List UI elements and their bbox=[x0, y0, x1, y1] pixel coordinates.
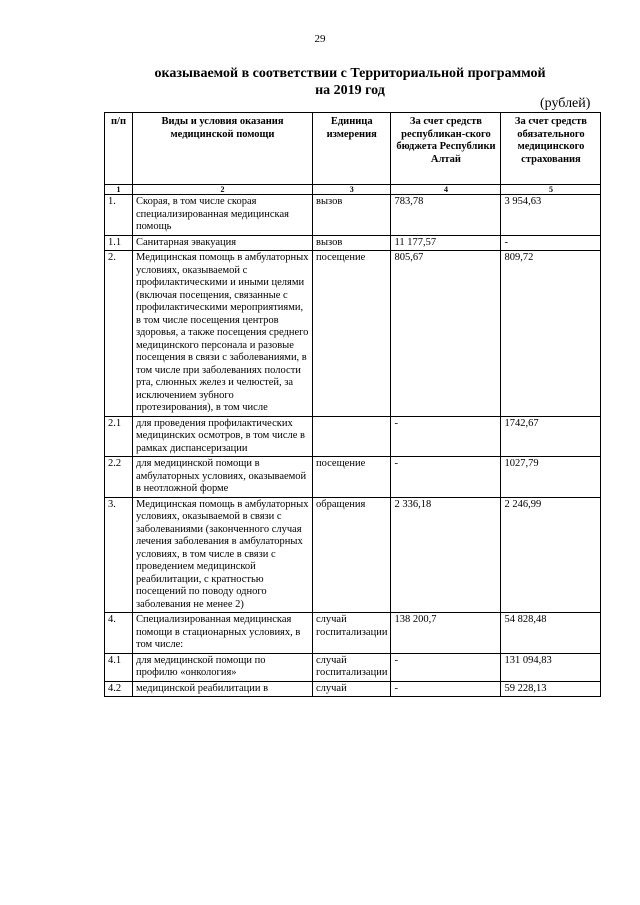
budget-value: 2 336,18 bbox=[391, 497, 501, 613]
care-type: Скорая, в том числе скорая специализированная медицинская помощь bbox=[133, 195, 313, 236]
document-title bbox=[110, 65, 590, 99]
row-number: 2. bbox=[105, 251, 133, 417]
row-number: 2.1 bbox=[105, 416, 133, 457]
table-row bbox=[105, 457, 601, 498]
table-row bbox=[105, 416, 601, 457]
table-row bbox=[105, 251, 601, 417]
unit-cell bbox=[313, 416, 391, 457]
oms-value: 1027,79 bbox=[501, 457, 601, 498]
table-row bbox=[105, 235, 601, 251]
table-row bbox=[105, 497, 601, 613]
oms-value: 2 246,99 bbox=[501, 497, 601, 613]
table-row bbox=[105, 613, 601, 654]
budget-value: 138 200,7 bbox=[391, 613, 501, 654]
column-number: 2 bbox=[133, 185, 313, 195]
column-number: 1 bbox=[105, 185, 133, 195]
column-number: 4 bbox=[391, 185, 501, 195]
column-number: 3 bbox=[313, 185, 391, 195]
unit-cell: случай госпитализации bbox=[313, 613, 391, 654]
unit-cell: случай bbox=[313, 681, 391, 697]
column-number-row bbox=[105, 185, 601, 195]
care-type: Медицинская помощь в амбулаторных условиях, оказываемой в связи с заболеваниями (законченного случая лечения заболевания в амбулаторных условиях, в том числе в связи с проведением медицинской реабилитации, с кратностью посещений по поводу одного заболевания не менее 2) bbox=[133, 497, 313, 613]
header-cell: п/п bbox=[105, 113, 133, 185]
care-type: Специализированная медицинская помощи в стационарных условиях, в том числе: bbox=[133, 613, 313, 654]
row-number: 2.2 bbox=[105, 457, 133, 498]
row-number: 3. bbox=[105, 497, 133, 613]
care-type: Медицинская помощь в амбулаторных условиях, оказываемой с профилактическими и иными целями (включая посещения, связанные с профилактическими мероприятиями, в том числе посещения центров здоровья, а также посещения среднего медицинского персонала и разовые посещения в связи с заболеваниями, в том числе при заболеваниях полости рта, слюнных желез и челюстей, за исключением зубного протезирования), в том числе bbox=[133, 251, 313, 417]
title-line-2: на 2019 год bbox=[315, 83, 385, 98]
unit-cell: вызов bbox=[313, 195, 391, 236]
tariff-table bbox=[104, 112, 601, 697]
header-row bbox=[105, 113, 601, 185]
row-number: 1. bbox=[105, 195, 133, 236]
budget-value: 783,78 bbox=[391, 195, 501, 236]
oms-value: 3 954,63 bbox=[501, 195, 601, 236]
care-type: медицинской реабилитации в bbox=[133, 681, 313, 697]
budget-value: - bbox=[391, 416, 501, 457]
budget-value: 805,67 bbox=[391, 251, 501, 417]
units-label: (рублей) bbox=[540, 96, 591, 111]
care-type: Санитарная эвакуация bbox=[133, 235, 313, 251]
care-type: для проведения профилактических медицинских осмотров, в том числе в рамках диспансеризации bbox=[133, 416, 313, 457]
oms-value: 809,72 bbox=[501, 251, 601, 417]
table-row bbox=[105, 195, 601, 236]
budget-value: - bbox=[391, 681, 501, 697]
oms-value: 131 094,83 bbox=[501, 653, 601, 681]
row-number: 4.2 bbox=[105, 681, 133, 697]
row-number: 4. bbox=[105, 613, 133, 654]
header-cell: Единица измерения bbox=[313, 113, 391, 185]
unit-cell: случай госпитализации bbox=[313, 653, 391, 681]
budget-value: - bbox=[391, 653, 501, 681]
row-number: 1.1 bbox=[105, 235, 133, 251]
header-cell: За счет средств республикан-ского бюджета Республики Алтай bbox=[391, 113, 501, 185]
page-number: 29 bbox=[314, 33, 326, 45]
column-number: 5 bbox=[501, 185, 601, 195]
oms-value: 54 828,48 bbox=[501, 613, 601, 654]
unit-cell: посещение bbox=[313, 251, 391, 417]
oms-value: 1742,67 bbox=[501, 416, 601, 457]
unit-cell: вызов bbox=[313, 235, 391, 251]
unit-cell: обращения bbox=[313, 497, 391, 613]
budget-value: - bbox=[391, 457, 501, 498]
oms-value: 59 228,13 bbox=[501, 681, 601, 697]
table-row bbox=[105, 653, 601, 681]
care-type: для медицинской помощи по профилю «онкология» bbox=[133, 653, 313, 681]
unit-cell: посещение bbox=[313, 457, 391, 498]
oms-value: - bbox=[501, 235, 601, 251]
title-line-1: оказываемой в соответствии с Территориальной программой bbox=[154, 66, 546, 81]
header-cell: Виды и условия оказания медицинской помощи bbox=[133, 113, 313, 185]
row-number: 4.1 bbox=[105, 653, 133, 681]
header-cell: За счет средств обязательного медицинского страхования bbox=[501, 113, 601, 185]
table-row bbox=[105, 681, 601, 697]
care-type: для медицинской помощи в амбулаторных условиях, оказываемой в неотложной форме bbox=[133, 457, 313, 498]
budget-value: 11 177,57 bbox=[391, 235, 501, 251]
